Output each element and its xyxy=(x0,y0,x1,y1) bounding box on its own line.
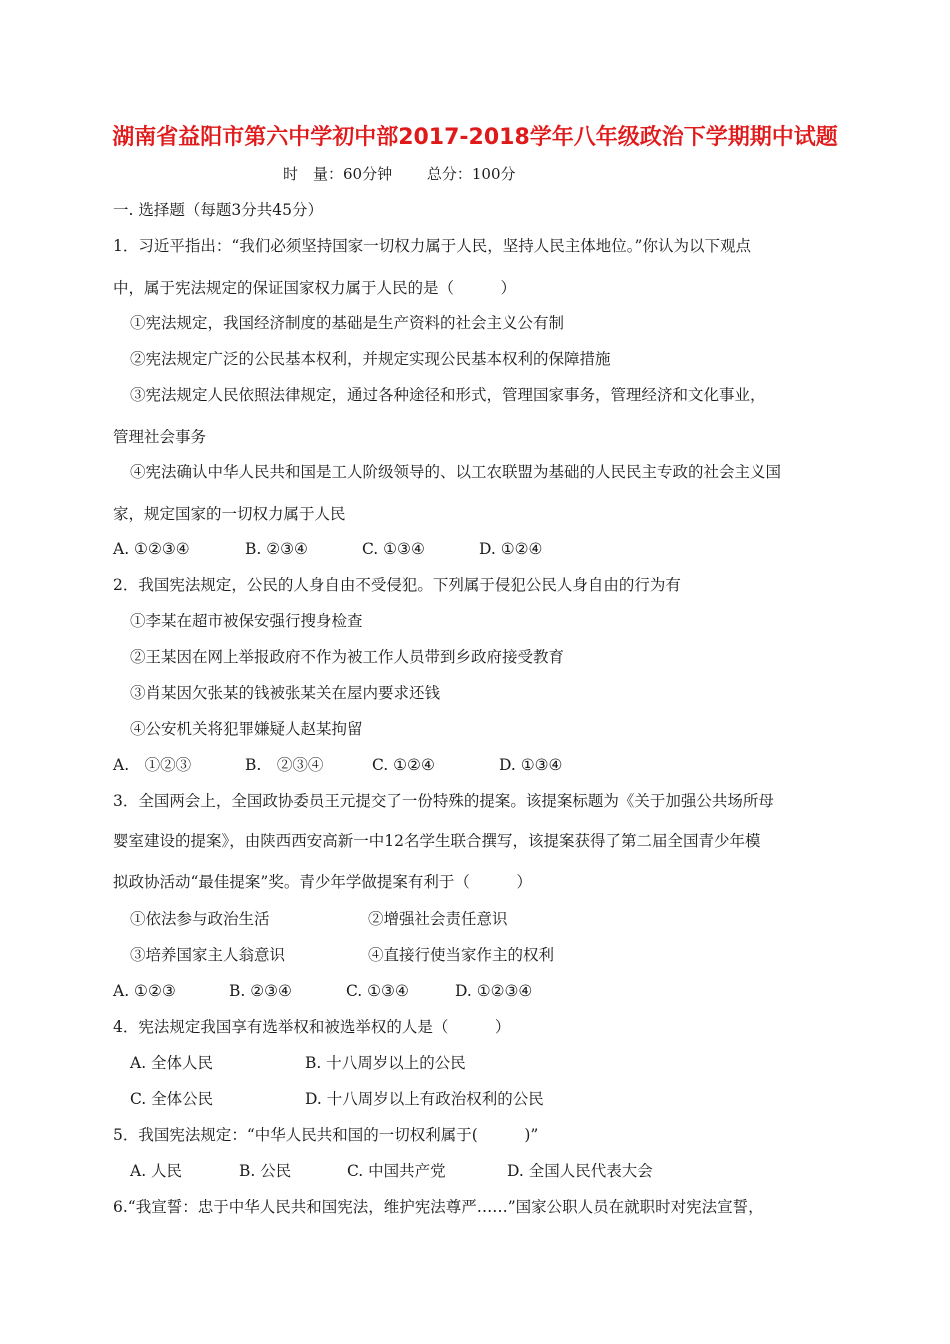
q5-options xyxy=(130,1161,653,1181)
q1-item4-line2: 家，规定国家的一切权力属于人民 xyxy=(113,505,346,523)
q5-option-b: B. 公民 xyxy=(239,1162,292,1180)
q2-option-b: B. ②③④ xyxy=(245,756,324,774)
exam-score: 总分：100分 xyxy=(426,165,516,183)
q2-item2: ②王某因在网上举报政府不作为被工作人员带到乡政府接受教育 xyxy=(130,648,565,666)
q4-option-c: C. 全体公民 xyxy=(130,1090,214,1108)
q3-option-c: C. ①③④ xyxy=(346,982,409,1000)
q1-item1: ①宪法规定，我国经济制度的基础是生产资料的社会主义公有制 xyxy=(130,314,565,332)
exam-meta xyxy=(283,163,516,184)
q2-item1: ①李某在超市被保安强行搜身检查 xyxy=(130,612,363,630)
q3-options xyxy=(113,981,532,1001)
q1-stem-line1: 1．习近平指出：“我们必须坚持国家一切权力属于人民，坚持人民主体地位。”你认为以下观点 xyxy=(113,237,751,255)
q1-item4-line1: ④宪法确认中华人民共和国是工人阶级领导的、以工农联盟为基础的人民民主专政的社会主义国 xyxy=(130,463,782,481)
q5-stem: 5．我国宪法规定：“中华人民共和国的一切权利属于( )” xyxy=(113,1126,539,1144)
q3-item4: ④直接行使当家作主的权利 xyxy=(368,946,555,964)
q4-option-d: D. 十八周岁以上有政治权利的公民 xyxy=(305,1090,544,1108)
q1-item3-line2: 管理社会事务 xyxy=(113,428,207,446)
q3-option-b: B. ②③④ xyxy=(229,982,292,1000)
q2-options xyxy=(113,755,562,775)
q2-option-a: A. ①②③ xyxy=(113,756,192,774)
q3-item1: ①依法参与政治生活 xyxy=(130,910,270,928)
q1-option-c: C. ①③④ xyxy=(362,540,425,558)
q3-stem-line2: 婴室建设的提案》，由陕西西安高新一中12名学生联合撰写，该提案获得了第二届全国青少年模 xyxy=(113,832,761,850)
page-title: 湖南省益阳市第六中学初中部2017-2018学年八年级政治下学期期中试题 xyxy=(112,125,838,150)
q5-option-d: D. 全国人民代表大会 xyxy=(507,1162,653,1180)
q1-options xyxy=(113,539,542,559)
q1-stem-line2: 中，属于宪法规定的保证国家权力属于人民的是（ ） xyxy=(113,279,517,297)
q2-option-c: C. ①②④ xyxy=(372,756,435,774)
q4-option-b: B. 十八周岁以上的公民 xyxy=(305,1054,466,1072)
q3-stem-line1: 3．全国两会上，全国政协委员王元提交了一份特殊的提案。该提案标题为《关于加强公共场所母 xyxy=(113,792,774,810)
q1-item2: ②宪法规定广泛的公民基本权利，并规定实现公民基本权利的保障措施 xyxy=(130,350,611,368)
q2-option-d: D. ①③④ xyxy=(499,756,563,774)
q4-stem: 4．宪法规定我国享有选举权和被选举权的人是（ ） xyxy=(113,1018,511,1036)
exam-time: 时 量：60分钟 xyxy=(283,165,393,183)
q3-item3: ③培养国家主人翁意识 xyxy=(130,946,286,964)
q5-option-a: A. 人民 xyxy=(130,1162,183,1180)
q3-option-d: D. ①②③④ xyxy=(455,982,533,1000)
q1-option-b: B. ②③④ xyxy=(245,540,308,558)
q3-option-a: A. ①②③ xyxy=(113,982,176,1000)
q2-stem: 2．我国宪法规定，公民的人身自由不受侵犯。下列属于侵犯公民人身自由的行为有 xyxy=(113,576,681,594)
q6-stem: 6.“我宣誓：忠于中华人民共和国宪法，维护宪法尊严……”国家公职人员在就职时对宪法宣誓， xyxy=(113,1198,764,1216)
section-heading: 一. 选择题（每题3分共45分） xyxy=(113,201,323,219)
q4-option-a: A. 全体人民 xyxy=(130,1054,214,1072)
q3-item2: ②增强社会责任意识 xyxy=(368,910,508,928)
q1-item3-line1: ③宪法规定人民依照法律规定，通过各种途径和形式，管理国家事务，管理经济和文化事业， xyxy=(130,386,766,404)
q3-stem-line3: 拟政协活动“最佳提案”奖。青少年学做提案有利于（ ） xyxy=(113,873,532,891)
q5-option-c: C. 中国共产党 xyxy=(347,1162,446,1180)
q2-item3: ③肖某因欠张某的钱被张某关在屋内要求还钱 xyxy=(130,684,441,702)
q1-option-d: D. ①②④ xyxy=(479,540,543,558)
q1-option-a: A. ①②③④ xyxy=(113,540,190,558)
q2-item4: ④公安机关将犯罪嫌疑人赵某拘留 xyxy=(130,720,363,738)
